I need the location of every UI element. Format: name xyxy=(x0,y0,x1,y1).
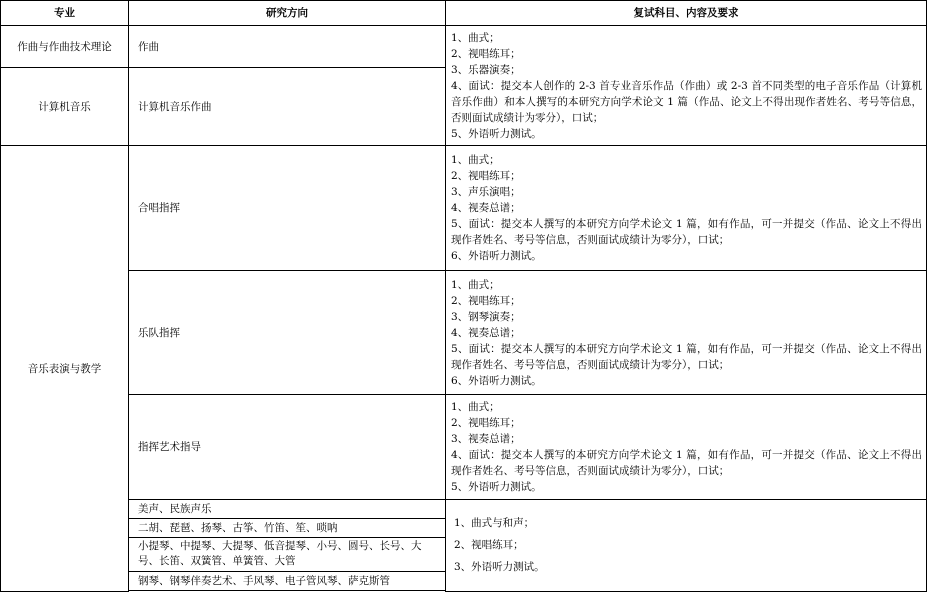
direction-cell: 乐队指挥 xyxy=(129,270,446,394)
table-row xyxy=(1,270,927,394)
requirement-line: 4、视奏总谱； xyxy=(451,326,521,339)
requirement-line: 3、乐器演奏； xyxy=(451,63,521,76)
table-row xyxy=(1,26,927,68)
direction-cell: 二胡、琵琶、扬琴、古筝、竹笛、笙、唢呐 xyxy=(129,518,446,537)
requirement-line: 4、视奏总谱； xyxy=(451,202,521,215)
requirement-line: 5、面试：提交本人撰写的本研究方向学术论文 1 篇，如有作品，可一并提交（作品、论文上不得出现作者姓名、考号等信息，否则面试成绩计为零分），口试； xyxy=(451,218,922,247)
major-cell: 作曲与作曲技术理论 xyxy=(1,26,129,68)
direction-cell: 作曲 xyxy=(129,26,446,68)
requirement-line: 5、面试：提交本人撰写的本研究方向学术论文 1 篇，如有作品，可一并提交（作品、论文上不得出现作者姓名、考号等信息，否则面试成绩计为零分），口试； xyxy=(451,342,922,371)
requirements-cell xyxy=(446,499,927,591)
direction-cell: 小提琴、中提琴、大提琴、低音提琴、小号、圆号、长号、大号、长笛、双簧管、单簧管、大管 xyxy=(129,537,446,571)
requirement-line: 3、视奏总谱； xyxy=(451,432,521,445)
direction-cell: 美声、民族声乐 xyxy=(129,499,446,518)
requirement-line: 2、视唱练耳； xyxy=(451,170,521,183)
requirement-line: 2、视唱练耳； xyxy=(451,47,521,60)
requirement-line: 2、视唱练耳； xyxy=(451,294,521,307)
requirement-line: 6、外语听力测试。 xyxy=(451,374,542,387)
requirements-cell xyxy=(446,270,927,394)
requirement-line: 1、曲式； xyxy=(451,400,500,413)
header-direction: 研究方向 xyxy=(129,1,446,26)
requirement-line: 6、外语听力测试。 xyxy=(451,250,542,263)
header-major: 专业 xyxy=(1,1,129,26)
direction-cell: 计算机音乐作曲 xyxy=(129,68,446,146)
header-requirements: 复试科目、内容及要求 xyxy=(446,1,927,26)
table-row xyxy=(1,395,927,499)
requirement-line: 4、面试：提交本人撰写的本研究方向学术论文 1 篇，如有作品，可一并提交（作品、论文上不得出现作者姓名、考号等信息，否则面试成绩计为零分），口试； xyxy=(451,448,922,477)
major-cell: 计算机音乐 xyxy=(1,68,129,146)
requirement-line: 5、外语听力测试。 xyxy=(451,127,542,140)
requirement-line: 2、视唱练耳； xyxy=(451,416,521,429)
header-row xyxy=(1,1,927,26)
requirement-line: 1、曲式； xyxy=(451,154,500,167)
direction-cell: 指挥艺术指导 xyxy=(129,395,446,499)
requirement-line: 1、曲式与和声； xyxy=(454,517,535,530)
requirements-cell xyxy=(446,395,927,499)
requirement-line: 5、外语听力测试。 xyxy=(451,480,542,493)
requirement-line: 2、视唱练耳； xyxy=(454,539,524,552)
requirement-line: 3、钢琴演奏； xyxy=(451,310,521,323)
requirement-line: 3、外语听力测试。 xyxy=(454,561,545,574)
direction-cell: 合唱指挥 xyxy=(129,146,446,270)
requirement-line: 4、面试：提交本人创作的 2-3 首专业音乐作品（作曲）或 2-3 首不同类型的电子音乐作品（计算机音乐作曲）和本人撰写的本研究方向学术论文 1 篇（作品、论文上不得出现作者姓名、考号等信息，否则面试成绩计为零分），口试； xyxy=(451,79,922,124)
requirements-cell xyxy=(446,26,927,146)
requirements-cell xyxy=(446,146,927,270)
requirement-line: 3、声乐演唱； xyxy=(451,186,521,199)
requirement-line: 1、曲式； xyxy=(451,278,500,291)
requirement-line: 1、曲式； xyxy=(451,31,500,44)
major-cell: 音乐表演与教学 xyxy=(1,146,129,592)
table-row xyxy=(1,146,927,270)
direction-cell: 钢琴、钢琴伴奏艺术、手风琴、电子管风琴、萨克斯管 xyxy=(129,571,446,590)
table-row xyxy=(1,499,927,518)
